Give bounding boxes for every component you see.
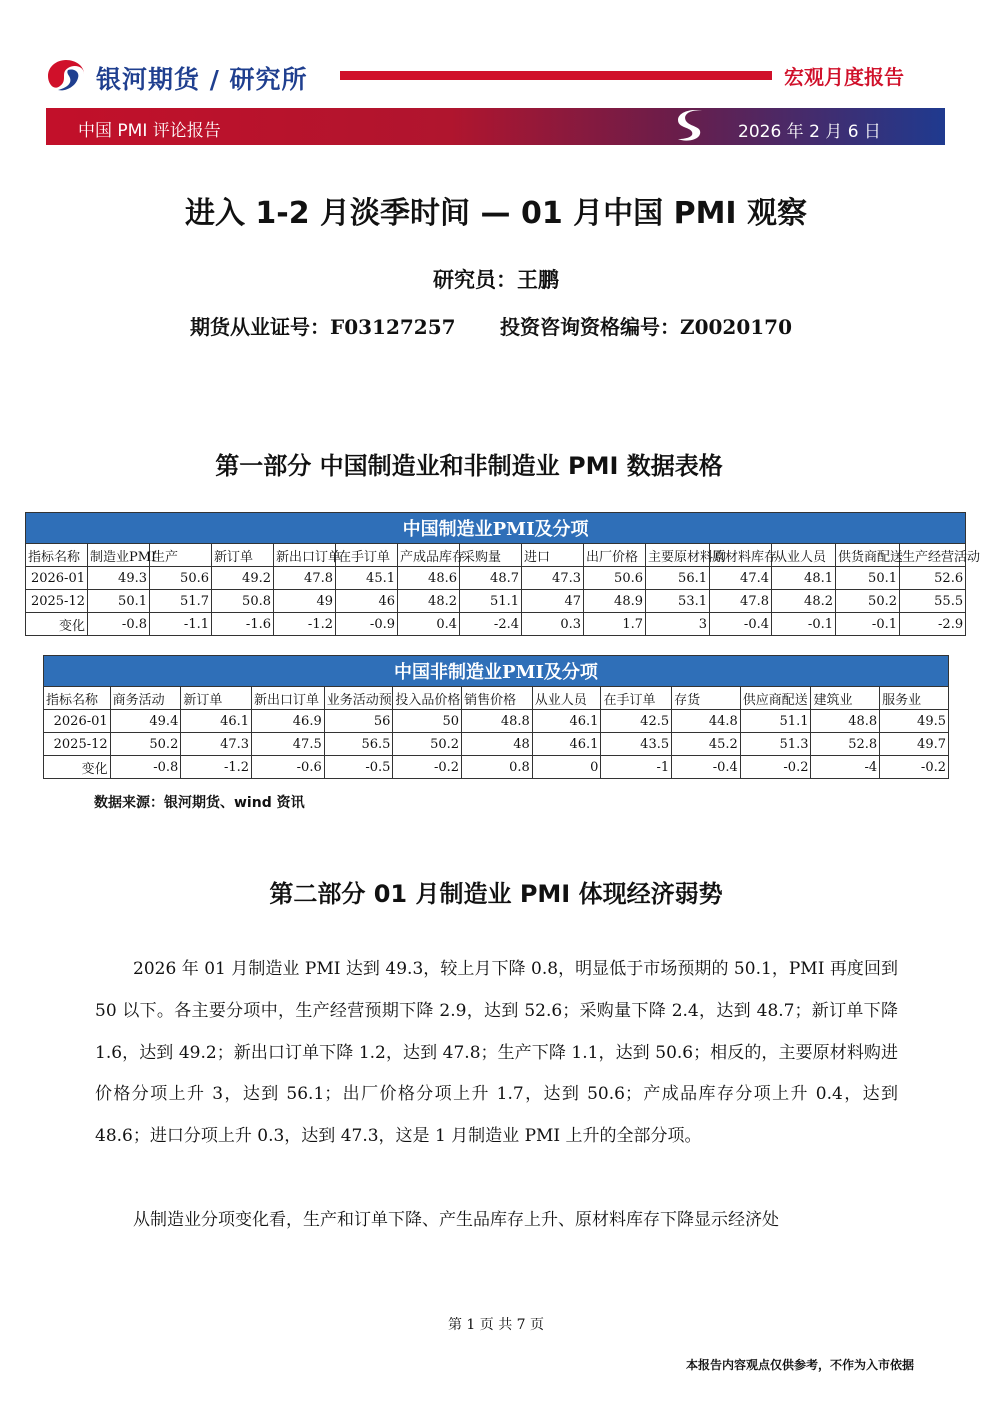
table-cell: 1.7 bbox=[584, 613, 646, 636]
table-cell: 52.6 bbox=[900, 567, 966, 590]
header-cell: 生产经营活动 bbox=[900, 544, 966, 567]
table-cell: 49.3 bbox=[88, 567, 150, 590]
manufacturing-pmi-table bbox=[25, 512, 981, 636]
table-caption: 中国非制造业PMI及分项 bbox=[44, 656, 949, 687]
table-cell: 50.8 bbox=[212, 590, 274, 613]
table-cell: 47 bbox=[522, 590, 584, 613]
header-cell: 在手订单 bbox=[336, 544, 398, 567]
table-cell: -0.5 bbox=[324, 756, 393, 779]
report-type: 宏观月度报告 bbox=[784, 65, 904, 89]
table-cell: -1.2 bbox=[181, 756, 252, 779]
table-row bbox=[26, 567, 966, 590]
header-cell: 指标名称 bbox=[44, 687, 111, 710]
table-cell: 51.3 bbox=[740, 733, 811, 756]
header-cell: 制造业PMI bbox=[88, 544, 150, 567]
row-label: 变化 bbox=[26, 613, 88, 636]
banner-s-icon bbox=[672, 108, 714, 145]
table-cell: 49.5 bbox=[880, 710, 949, 733]
table-cell: 47.4 bbox=[710, 567, 772, 590]
header-cell: 采购量 bbox=[460, 544, 522, 567]
disclaimer: 本报告内容观点仅供参考，不作为入市依据 bbox=[686, 1358, 915, 1372]
table-cell: -0.1 bbox=[772, 613, 836, 636]
table-cell: 43.5 bbox=[601, 733, 672, 756]
body-paragraph: 从制造业分项变化看，生产和订单下降、产生品库存上升、原材料库存下降显示经济处 bbox=[133, 1210, 779, 1230]
header-cell: 生产 bbox=[150, 544, 212, 567]
table-cell: 48.8 bbox=[811, 710, 880, 733]
table-cell: 0.8 bbox=[462, 756, 533, 779]
table-cell: -0.8 bbox=[110, 756, 181, 779]
table-cell: 51.7 bbox=[150, 590, 212, 613]
table-cell: 48.2 bbox=[772, 590, 836, 613]
table-cell: 50.6 bbox=[150, 567, 212, 590]
header-cell: 从业人员 bbox=[532, 687, 601, 710]
row-label: 变化 bbox=[44, 756, 111, 779]
table-row bbox=[44, 733, 949, 756]
page-number: 第 1 页 共 7 页 bbox=[447, 1317, 545, 1333]
table-cell: 45.1 bbox=[336, 567, 398, 590]
table-cell: 47.8 bbox=[274, 567, 336, 590]
section2-title: 第二部分 01 月制造业 PMI 体现经济弱势 bbox=[269, 880, 723, 908]
table-cell: 0.4 bbox=[398, 613, 460, 636]
banner-title: 中国 PMI 评论报告 bbox=[78, 121, 221, 141]
galaxy-logo-icon bbox=[46, 58, 86, 92]
table-cell: 56 bbox=[324, 710, 393, 733]
table-cell: -0.2 bbox=[393, 756, 462, 779]
table-cell: 49.7 bbox=[880, 733, 949, 756]
table-cell: -0.8 bbox=[88, 613, 150, 636]
table-cell: 3 bbox=[646, 613, 710, 636]
page-fade bbox=[0, 1240, 992, 1300]
table-cell: 48.9 bbox=[584, 590, 646, 613]
table-cell: 47.8 bbox=[710, 590, 772, 613]
header-cell: 在手订单 bbox=[601, 687, 672, 710]
table-cell: -0.9 bbox=[336, 613, 398, 636]
table-cell: 42.5 bbox=[601, 710, 672, 733]
header-cell: 供应商配送 bbox=[740, 687, 811, 710]
table-cell: 50.6 bbox=[584, 567, 646, 590]
table-cell: 0 bbox=[532, 756, 601, 779]
header-cell: 投入品价格 bbox=[393, 687, 462, 710]
header-cell: 主要原材料购 bbox=[646, 544, 710, 567]
brand-name: 银河期货 / 研究所 bbox=[96, 65, 308, 94]
row-label: 2026-01 bbox=[44, 710, 111, 733]
table-cell: 53.1 bbox=[646, 590, 710, 613]
header-cell: 建筑业 bbox=[811, 687, 880, 710]
table-row bbox=[26, 590, 966, 613]
table-cell: 55.5 bbox=[900, 590, 966, 613]
table-cell: -1 bbox=[601, 756, 672, 779]
table-cell: -2.9 bbox=[900, 613, 966, 636]
header-cell: 新出口订单 bbox=[252, 687, 325, 710]
consult-number: 投资咨询资格编号：Z0020170 bbox=[500, 315, 793, 339]
table-cell: 47.3 bbox=[522, 567, 584, 590]
data-source: 数据来源：银河期货、wind 资讯 bbox=[94, 795, 305, 811]
table-cell: 46.9 bbox=[252, 710, 325, 733]
table-cell: 46 bbox=[336, 590, 398, 613]
table-cell: 56.1 bbox=[646, 567, 710, 590]
header-cell: 商务活动 bbox=[110, 687, 181, 710]
table-cell: 50.2 bbox=[110, 733, 181, 756]
table-caption: 中国制造业PMI及分项 bbox=[26, 513, 966, 544]
header-cell: 新订单 bbox=[181, 687, 252, 710]
header-cell: 存货 bbox=[672, 687, 741, 710]
researcher: 研究员：王鹏 bbox=[433, 267, 559, 292]
row-label: 2026-01 bbox=[26, 567, 88, 590]
table-row bbox=[26, 613, 966, 636]
table-cell: 49 bbox=[274, 590, 336, 613]
table-cell: 52.8 bbox=[811, 733, 880, 756]
header-cell: 新出口订单 bbox=[274, 544, 336, 567]
header-cell: 原材料库存 bbox=[710, 544, 772, 567]
page-title: 进入 1-2 月淡季时间 — 01 月中国 PMI 观察 bbox=[184, 196, 808, 231]
table-cell: 46.1 bbox=[532, 733, 601, 756]
table-cell: 47.3 bbox=[181, 733, 252, 756]
table-cell: 44.8 bbox=[672, 710, 741, 733]
table-cell: -4 bbox=[811, 756, 880, 779]
table-cell: -0.1 bbox=[836, 613, 900, 636]
header-cell: 从业人员 bbox=[772, 544, 836, 567]
table-cell: 50 bbox=[393, 710, 462, 733]
table-cell: 46.1 bbox=[532, 710, 601, 733]
table-cell: 46.1 bbox=[181, 710, 252, 733]
table-cell: -1.1 bbox=[150, 613, 212, 636]
table-header-row bbox=[26, 544, 966, 567]
header-cell: 销售价格 bbox=[462, 687, 533, 710]
header-cell: 产成品库存 bbox=[398, 544, 460, 567]
table-cell: -2.4 bbox=[460, 613, 522, 636]
table-cell: 50.2 bbox=[393, 733, 462, 756]
header-rule bbox=[340, 71, 772, 80]
table-cell: -0.4 bbox=[710, 613, 772, 636]
table-cell: 50.2 bbox=[836, 590, 900, 613]
table-cell: 49.2 bbox=[212, 567, 274, 590]
table-cell: -0.6 bbox=[252, 756, 325, 779]
row-label: 2025-12 bbox=[44, 733, 111, 756]
header-cell: 供货商配送 bbox=[836, 544, 900, 567]
table-cell: 50.1 bbox=[88, 590, 150, 613]
table-cell: 49.4 bbox=[110, 710, 181, 733]
table-cell: -1.6 bbox=[212, 613, 274, 636]
header-cell: 新订单 bbox=[212, 544, 274, 567]
table-cell: 45.2 bbox=[672, 733, 741, 756]
table-header-row bbox=[44, 687, 949, 710]
table-cell: 47.5 bbox=[252, 733, 325, 756]
header-cell: 服务业 bbox=[880, 687, 949, 710]
non-manufacturing-pmi-table bbox=[43, 655, 949, 779]
table-cell: -0.4 bbox=[672, 756, 741, 779]
table-row bbox=[44, 710, 949, 733]
table-cell: -0.2 bbox=[740, 756, 811, 779]
table-cell: 50.1 bbox=[836, 567, 900, 590]
table-cell: 48.7 bbox=[460, 567, 522, 590]
table-cell: -0.2 bbox=[880, 756, 949, 779]
table-cell: -1.2 bbox=[274, 613, 336, 636]
section1-title: 第一部分 中国制造业和非制造业 PMI 数据表格 bbox=[215, 452, 723, 480]
table-cell: 48.6 bbox=[398, 567, 460, 590]
row-label: 2025-12 bbox=[26, 590, 88, 613]
report-date: 2026 年 2 月 6 日 bbox=[738, 122, 881, 142]
table-cell: 48 bbox=[462, 733, 533, 756]
table-cell: 51.1 bbox=[740, 710, 811, 733]
body-paragraph: 2026 年 01 月制造业 PMI 达到 49.3，较上月下降 0.8，明显低于市场预期的 50.1，PMI 再度回到 50 以下。各主要分项中，生产经营预期下降 2.9，达到 52.6；采购量下降 2.4，达到 48.7；新订单下降 1.6，达到 49.2；新出口订单下降 1.2，达到 47.8；生产下降 1.1，达到 50.6；相反的，主要原材料购进价格分项上升 3，达到 56.1；出厂价格分项上升 1.7，达到 50.6；产成品库存分项上升 0.4，达到 48.6；进口分项上升 0.3，达到 47.3，这是 1 月制造业 PMI 上升的全部分项。 bbox=[95, 959, 898, 1147]
header-cell: 指标名称 bbox=[26, 544, 88, 567]
table-cell: 48.8 bbox=[462, 710, 533, 733]
license-number: 期货从业证号：F03127257 bbox=[190, 315, 456, 339]
table-row bbox=[44, 756, 949, 779]
header-cell: 业务活动预 bbox=[324, 687, 393, 710]
table-cell: 0.3 bbox=[522, 613, 584, 636]
header-cell: 进口 bbox=[522, 544, 584, 567]
table-cell: 51.1 bbox=[460, 590, 522, 613]
header-cell: 出厂价格 bbox=[584, 544, 646, 567]
table-cell: 48.2 bbox=[398, 590, 460, 613]
table-cell: 48.1 bbox=[772, 567, 836, 590]
table-cell: 56.5 bbox=[324, 733, 393, 756]
